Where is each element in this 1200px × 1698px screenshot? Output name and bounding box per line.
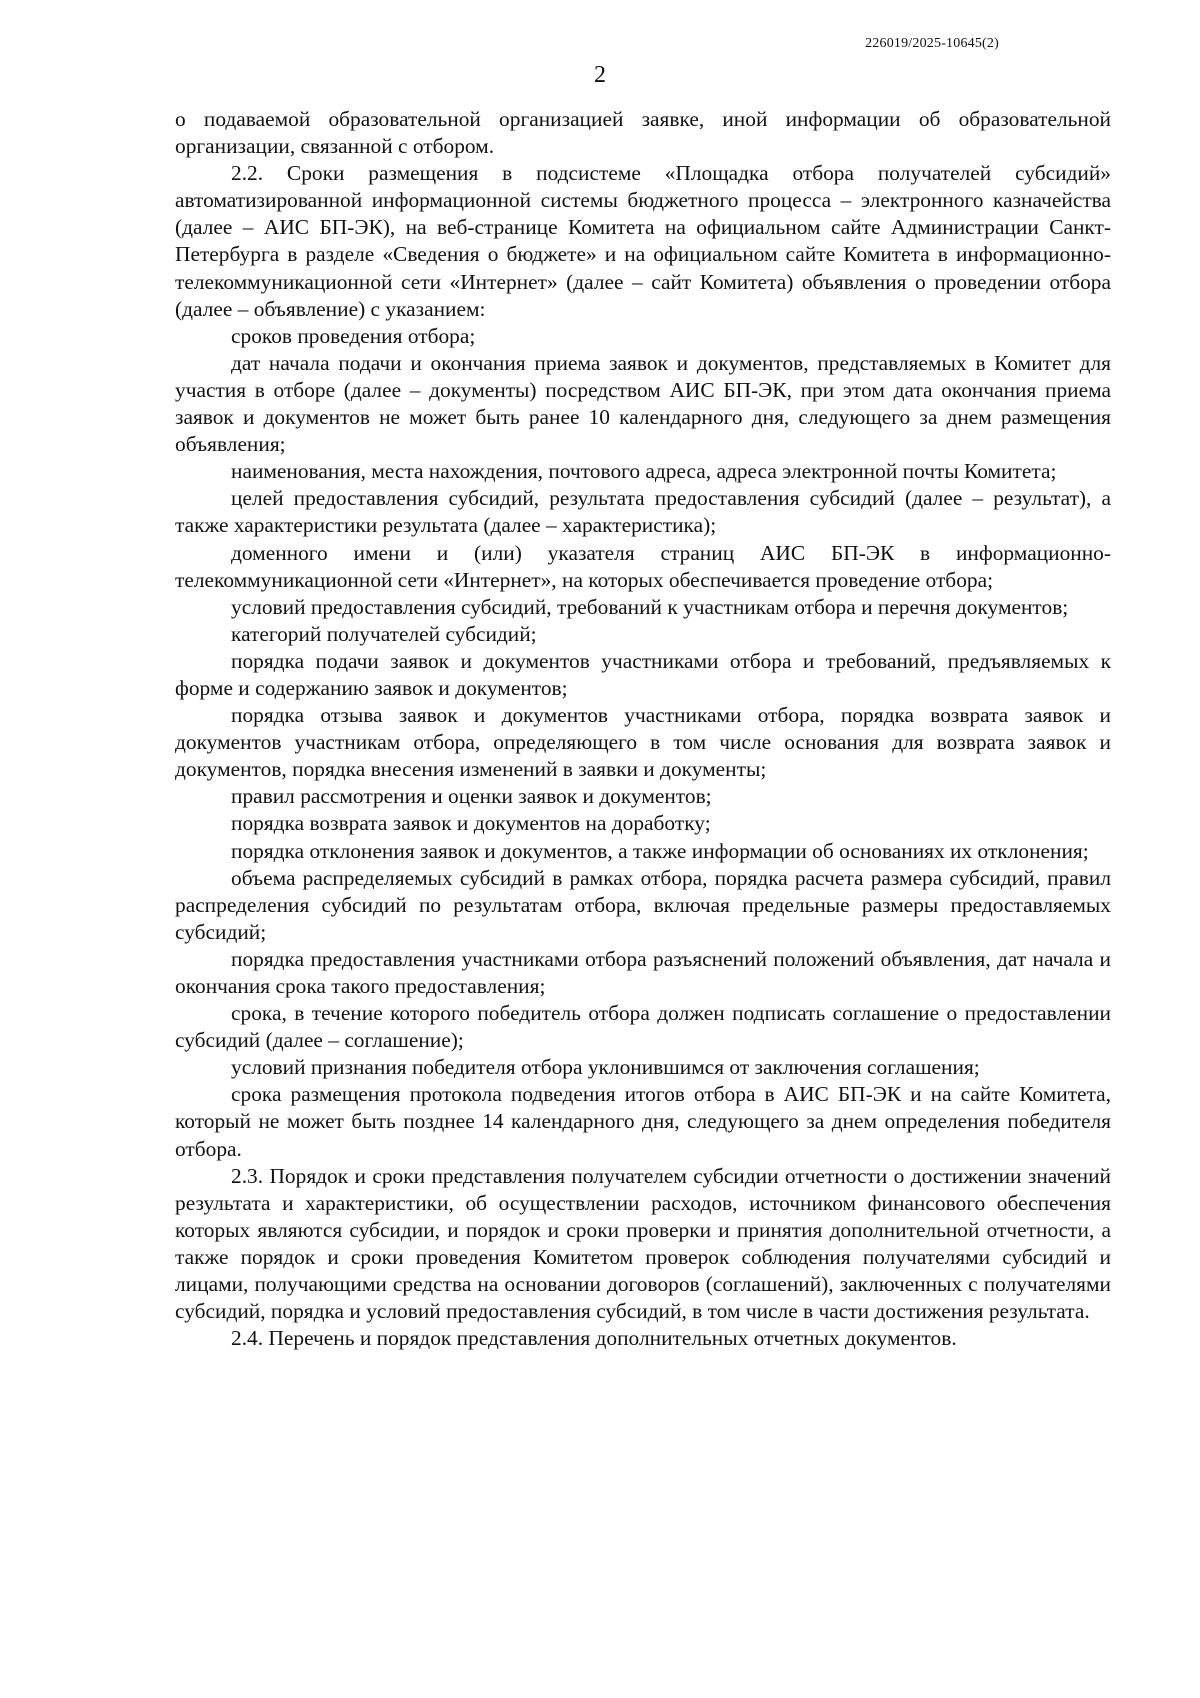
paragraph-continuation: о подаваемой образовательной организацией заявке, иной информации об образовательной организации, связанной с отбором.	[175, 107, 1111, 159]
paragraph-section-2-2: 2.2. Сроки размещения в подсистеме «Площадка отбора получателей субсидий» автоматизированной информационной системы бюджетного процесса – электронного казначейства (далее – АИС БП-ЭК), на веб-странице Комитета на официальном сайте Администрации Санкт-Петербурга в разделе «Сведения о бюджете» и на официальном сайте Комитета в информационно-телекоммуникационной сети «Интернет» (далее – сайт Комитета) объявления о проведении отбора (далее – объявление) с указанием:	[175, 161, 1111, 321]
list-item: доменного имени и (или) указателя страниц АИС БП-ЭК в информационно-телекоммуникационной сети «Интернет», на которых обеспечивается проведение отбора;	[175, 540, 1111, 592]
document-body	[175, 106, 1111, 1352]
list-item: условий предоставления субсидий, требований к участникам отбора и перечня документов;	[231, 594, 1069, 619]
document-id: 226019/2025-10645(2)	[865, 36, 999, 51]
list-item: дат начала подачи и окончания приема заявок и документов, представляемых в Комитет для участия в отборе (далее – документы) посредством АИС БП-ЭК, при этом дата окончания приема заявок и документов не может быть ранее 10 календарного дня, следующего за днем размещения объявления;	[175, 350, 1111, 457]
list-item: порядка отзыва заявок и документов участниками отбора, порядка возврата заявок и документов участникам отбора, определяющего в том числе основания для возврата заявок и документов, порядка внесения изменений в заявки и документы;	[175, 703, 1111, 782]
list-item: срока размещения протокола подведения итогов отбора в АИС БП-ЭК и на сайте Комитета, который не может быть позднее 14 календарного дня, следующего за днем определения победителя отбора.	[175, 1082, 1111, 1161]
paragraph-section-2-4: 2.4. Перечень и порядок представления дополнительных отчетных документов.	[231, 1326, 957, 1351]
list-item: объема распределяемых субсидий в рамках отбора, порядка расчета размера субсидий, правил распределения субсидий по результатам отбора, включая предельные размеры предоставляемых субсидий;	[175, 865, 1111, 944]
list-item: порядка возврата заявок и документов на доработку;	[231, 811, 711, 836]
paragraph-section-2-3: 2.3. Порядок и сроки представления получателем субсидии отчетности о достижении значений результата и характеристики, об осуществлении расходов, источником финансового обеспечения которых являются субсидии, и порядок и сроки проверки и принятия дополнительной отчетности, а также порядок и сроки проведения Комитетом проверок соблюдения получателями субсидий и лицами, получающими средства на основании договоров (соглашений), заключенных с получателями субсидий, порядка и условий предоставления субсидий, в том числе в части достижения результата.	[175, 1163, 1111, 1324]
list-item: порядка предоставления участниками отбора разъяснений положений объявления, дат начала и окончания срока такого предоставления;	[175, 946, 1111, 998]
list-item: порядка отклонения заявок и документов, а также информации об основаниях их отклонения;	[231, 838, 1089, 863]
list-item: условий признания победителя отбора уклонившимся от заключения соглашения;	[231, 1055, 980, 1080]
page-number: 2	[594, 62, 606, 88]
list-item: целей предоставления субсидий, результата предоставления субсидий (далее – результат), а также характеристики результата (далее – характеристика);	[175, 486, 1111, 538]
list-item: сроков проведения отбора;	[231, 323, 476, 348]
list-item: категорий получателей субсидий;	[231, 621, 537, 646]
list-item: правил рассмотрения и оценки заявок и документов;	[231, 784, 712, 809]
list-item: наименования, места нахождения, почтового адреса, адреса электронной почты Комитета;	[231, 459, 1057, 484]
list-item: срока, в течение которого победитель отбора должен подписать соглашение о предоставлении субсидий (далее – соглашение);	[175, 1001, 1111, 1053]
list-item: порядка подачи заявок и документов участниками отбора и требований, предъявляемых к форме и содержанию заявок и документов;	[175, 648, 1111, 700]
